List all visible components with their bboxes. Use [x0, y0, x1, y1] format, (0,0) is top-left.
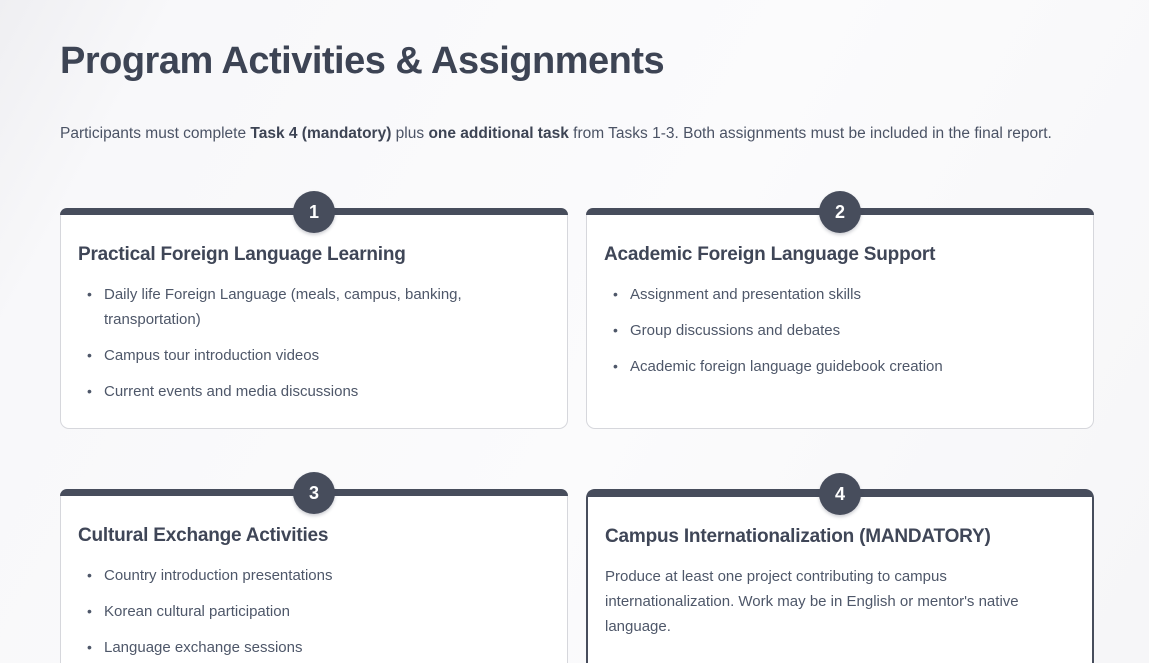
- bullet-icon: •: [87, 347, 92, 363]
- bullet-icon: •: [87, 567, 92, 583]
- list-item: [604, 282, 1071, 307]
- task-card-2: [586, 201, 1094, 429]
- list-item: [604, 354, 1071, 379]
- list-item: [78, 635, 545, 660]
- list-item-text: Assignment and presentation skills: [630, 286, 861, 303]
- card-title: Campus Internationalization (MANDATORY): [605, 526, 991, 547]
- card-body: [588, 497, 1092, 663]
- list-item-text: Group discussions and debates: [630, 322, 841, 339]
- card-body: [61, 496, 567, 663]
- card-body: [587, 215, 1093, 403]
- task-number-badge-1: 1: [293, 191, 335, 233]
- task-card-4-mandatory: [586, 483, 1094, 663]
- card-body: [61, 215, 567, 428]
- intro-segment: Participants must complete: [60, 125, 251, 142]
- list-item-text: Daily life Foreign Language (meals, campus, banking, transportation): [104, 286, 462, 328]
- card-bullet-list: [78, 282, 545, 404]
- card-bullet-list: [78, 563, 545, 660]
- bullet-icon: •: [613, 358, 618, 374]
- bullet-icon: •: [87, 286, 92, 302]
- bullet-icon: •: [613, 286, 618, 302]
- task-number-badge-2: 2: [819, 191, 861, 233]
- intro-text: [60, 120, 1060, 148]
- card-description: Produce at least one project contributing to campus internationalization. Work may be in English or mentor's native language.: [605, 568, 1019, 635]
- list-item-text: Current events and media discussions: [104, 383, 359, 400]
- task-card-3: [60, 482, 568, 663]
- card-title: Cultural Exchange Activities: [78, 525, 329, 546]
- bullet-icon: •: [87, 639, 92, 655]
- card-bullet-list: [604, 282, 1071, 379]
- task-number-badge-3: 3: [293, 472, 335, 514]
- list-item-text: Academic foreign language guidebook creation: [630, 358, 943, 375]
- task-number-badge-4: 4: [819, 473, 861, 515]
- intro-segment: plus: [391, 125, 429, 142]
- list-item-text: Country introduction presentations: [104, 567, 333, 584]
- list-item: [78, 343, 545, 368]
- bullet-icon: •: [613, 322, 618, 338]
- page-title: Program Activities & Assignments: [60, 40, 665, 82]
- card-title: Academic Foreign Language Support: [604, 244, 936, 265]
- intro-segment: from Tasks 1-3. Both assignments must be included in the final report.: [568, 125, 1052, 142]
- list-item-text: Korean cultural participation: [104, 603, 290, 620]
- list-item: [604, 318, 1071, 343]
- list-item-text: Language exchange sessions: [104, 639, 303, 656]
- bullet-icon: •: [87, 603, 92, 619]
- list-item: [78, 282, 545, 332]
- intro-bold-task4: Task 4 (mandatory): [250, 125, 392, 142]
- list-item: [78, 599, 545, 624]
- card-title: Practical Foreign Language Learning: [78, 244, 406, 265]
- list-item: [78, 379, 545, 404]
- list-item-text: Campus tour introduction videos: [104, 347, 320, 364]
- task-card-1: [60, 201, 568, 429]
- task-cards-grid: [60, 201, 1094, 663]
- intro-bold-additional: one additional task: [428, 125, 569, 142]
- bullet-icon: •: [87, 383, 92, 399]
- list-item: [78, 563, 545, 588]
